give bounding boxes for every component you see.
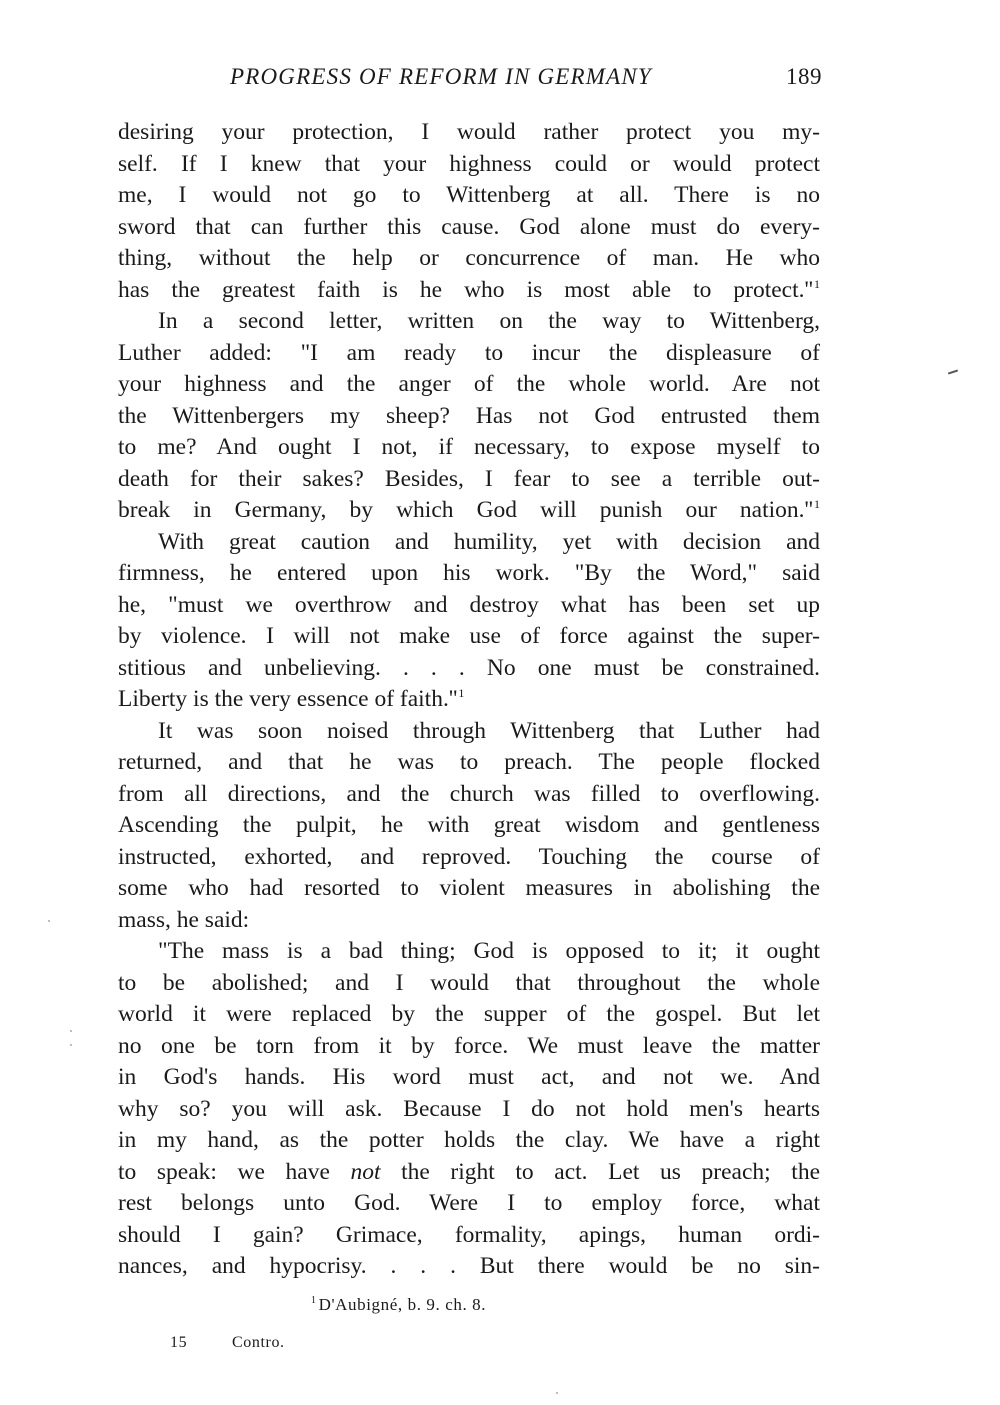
text-line: by violence. I will not make use of force against the super-: [118, 623, 820, 649]
text-line: returned, and that he was to preach. The people flocked: [118, 749, 820, 775]
footnote-reference: 1: [458, 686, 465, 700]
text-line: [118, 1157, 820, 1189]
text-segment: the right to act. Let us preach; the: [380, 1158, 821, 1185]
stray-dot: [70, 1044, 72, 1046]
text-line: "The mass is a bad thing; God is opposed to it; it ought: [158, 938, 820, 964]
text-line: thing, without the help or concurrence of man. He who: [118, 245, 820, 271]
text-line: [118, 495, 820, 527]
stray-dot: [70, 1030, 72, 1032]
printer-signature: [170, 1334, 285, 1352]
stray-dot: [556, 1392, 558, 1394]
text-line: he, "must we overthrow and destroy what has been set up: [118, 591, 820, 618]
text-line: mass, he said:: [118, 906, 250, 933]
text-line: With great caution and humility, yet with decision and: [158, 528, 820, 555]
text-line: to me? And ought I not, if necessary, to expose myself to: [118, 434, 820, 460]
text-line: desiring your protection, I would rather protect you my-: [118, 119, 820, 145]
text-line: nances, and hypocrisy. . . . But there would be no sin-: [118, 1253, 820, 1279]
text-line: firmness, he entered upon his work. "By the Word," said: [118, 560, 820, 586]
text-line: why so? you will ask. Because I do not hold men's hearts: [118, 1095, 820, 1122]
footnote-marker: 1: [311, 1295, 317, 1306]
body-text: [118, 117, 820, 1283]
text-line: in my hand, as the potter holds the clay. We have a right: [118, 1127, 820, 1153]
stray-dot: [48, 920, 50, 922]
text-line: stitious and unbelieving. . . . No one must be constrained.: [118, 654, 820, 681]
text-line: [118, 684, 820, 716]
text-line: should I gain? Grimace, formality, apings, human ordi-: [118, 1221, 820, 1248]
margin-mark: [948, 370, 958, 375]
footnote-reference: 1: [814, 276, 820, 291]
text-line: In a second letter, written on the way to Wittenberg,: [158, 308, 820, 334]
text-line: death for their sakes? Besides, I fear to see a terrible out-: [118, 465, 820, 492]
text-line: in God's hands. His word must act, and not we. And: [118, 1064, 820, 1090]
text-segment: to speak: we have: [118, 1158, 351, 1185]
text-line: me, I would not go to Wittenberg at all. There is no: [118, 182, 820, 208]
text-line: the Wittenbergers my sheep? Has not God entrusted them: [118, 402, 820, 429]
footnote-reference: 1: [814, 497, 820, 511]
text-line: self. If I knew that your highness could or would protect: [118, 150, 820, 177]
text-line-content: break in Germany, by which God will punish our nation.'': [118, 497, 813, 523]
footnote-text: D'Aubigné, b. 9. ch. 8.: [318, 1295, 487, 1314]
text-line: your highness and the anger of the whole world. Are not: [118, 371, 820, 397]
text-line-content: Liberty is the very essence of faith.'': [118, 686, 458, 712]
text-line: [118, 275, 820, 307]
signature-number: 15: [170, 1334, 188, 1351]
page-number: 189: [786, 64, 822, 89]
text-line: instructed, exhorted, and reproved. Touching the course of: [118, 843, 820, 870]
signature-label: Contro.: [232, 1334, 285, 1351]
text-line: Luther added: "I am ready to incur the displeasure of: [118, 339, 820, 366]
text-line: no one be torn from it by force. We must leave the matter: [118, 1032, 820, 1059]
text-line: from all directions, and the church was filled to overflowing.: [118, 780, 820, 807]
emphasized-word: not: [350, 1158, 381, 1185]
text-line: to be abolished; and I would that throughout the whole: [118, 969, 820, 996]
running-head: [118, 64, 822, 98]
footnote: [310, 1295, 486, 1315]
chapter-title: PROGRESS OF REFORM IN GERMANY: [230, 64, 652, 89]
text-line: some who had resorted to violent measures in abolishing the: [118, 875, 820, 901]
text-line: rest belongs unto God. Were I to employ force, what: [118, 1190, 820, 1216]
text-line-content: has the greatest faith is he who is most able to protect.'': [118, 276, 813, 303]
text-line: Ascending the pulpit, he with great wisdom and gentleness: [118, 812, 820, 838]
text-line: sword that can further this cause. God alone must do every-: [118, 213, 820, 240]
text-line: world it were replaced by the supper of the gospel. But let: [118, 1001, 820, 1027]
text-line: It was soon noised through Wittenberg that Luther had: [158, 717, 820, 744]
